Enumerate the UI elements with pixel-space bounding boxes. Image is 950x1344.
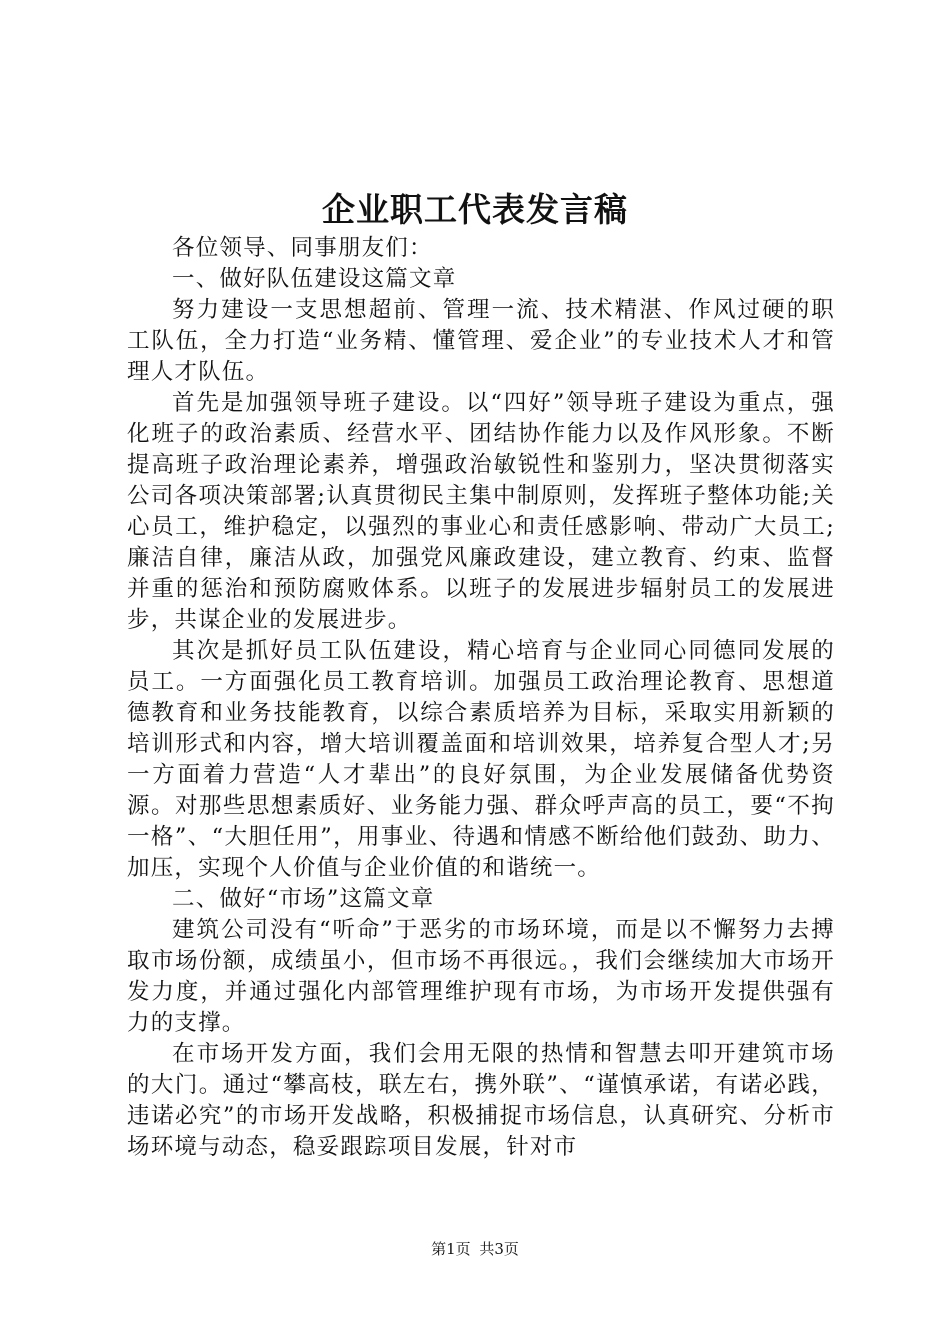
- document-body: [127, 233, 835, 1163]
- heading-section-1: 一、做好队伍建设这篇文章: [172, 266, 457, 292]
- paragraph: 建筑公司没有“听命”于恶劣的市场环境，而是以不懈努力去搏取市场份额，成绩虽小，但市场不再很远。，我们会继续加大市场开发力度，并通过强化内部管理维护现有市场，为市场开发提供强有力的支撑。: [127, 917, 835, 1036]
- paragraph: 努力建设一支思想超前、管理一流、技术精湛、作风过硬的职工队伍，全力打造“业务精、懂管理、爱企业”的专业技术人才和管理人才队伍。: [127, 297, 835, 385]
- page-footer: [0, 1238, 950, 1260]
- paragraph-greeting: 各位领导、同事朋友们：: [172, 235, 433, 261]
- page-number: 第1页: [431, 1240, 471, 1258]
- page-total: 共3页: [479, 1240, 519, 1258]
- document-title: 企业职工代表发言稿: [322, 190, 628, 229]
- paragraph: 首先是加强领导班子建设。以“四好”领导班子建设为重点，强化班子的政治素质、经营水平、团结协作能力以及作风形象。不断提高班子政治理论素养，增强政治敏锐性和鉴别力，坚决贯彻落实公司各项决策部署;认真贯彻民主集中制原则，发挥班子整体功能;关心员工，维护稳定，以强烈的事业心和责任感影响、带动广大员工;廉洁自律，廉洁从政，加强党风廉政建设，建立教育、约束、监督并重的惩治和预防腐败体系。以班子的发展进步辐射员工的发展进步，共谋企业的发展进步。: [127, 390, 835, 633]
- heading-section-2: 二、做好“市场”这篇文章: [172, 886, 435, 912]
- paragraph: 在市场开发方面，我们会用无限的热情和智慧去叩开建筑市场的大门。通过“攀高枝，联左右，携外联”、“谨慎承诺，有诺必践，违诺必究”的市场开发战略，积极捕捉市场信息，认真研究、分析市场环境与动态，稳妥跟踪项目发展，针对市: [127, 1041, 835, 1160]
- paragraph: 其次是抓好员工队伍建设，精心培育与企业同心同德同发展的员工。一方面强化员工教育培训。加强员工政治理论教育、思想道德教育和业务技能教育，以综合素质培养为目标，采取实用新颖的培训形式和内容，增大培训覆盖面和培训效果，培养复合型人才;另一方面着力营造“人才辈出”的良好氛围，为企业发展储备优势资源。对那些思想素质好、业务能力强、群众呼声高的员工，要“不拘一格”、“大胆任用”，用事业、待遇和情感不断给他们鼓劲、助力、加压，实现个人价值与企业价值的和谐统一。: [127, 638, 835, 881]
